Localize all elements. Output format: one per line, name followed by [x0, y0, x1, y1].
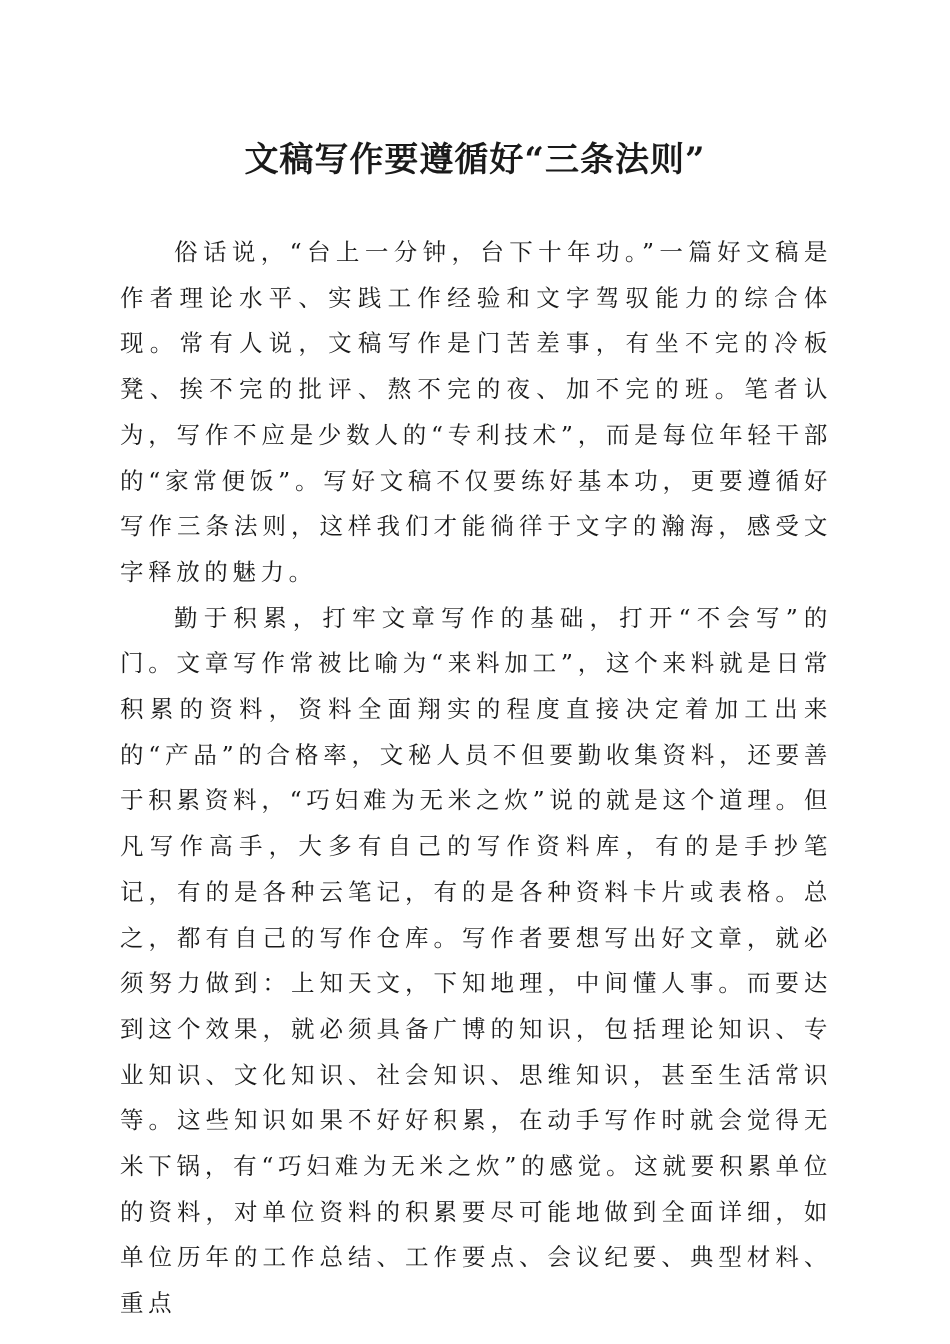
paragraph-intro: 俗话说，“台上一分钟，台下十年功。”一篇好文稿是作者理论水平、实践工作经验和文字驾驭能力的综合体现。常有人说，文稿写作是门苦差事，有坐不完的冷板凳、挨不完的批评、熬不完的夜、加不完的班。笔者认为，写作不应是少数人的“专利技术”，而是每位年轻干部的“家常便饭”。写好文稿不仅要练好基本功，更要遵循好写作三条法则，这样我们才能徜徉于文字的瀚海，感受文字释放的魅力。	[120, 238, 832, 586]
document-title: 文稿写作要遵循好“三条法则”	[244, 140, 706, 180]
document-body	[120, 230, 832, 1327]
paragraph-accumulate: 勤于积累，打牢文章写作的基础，打开“不会写”的门。文章写作常被比喻为“来料加工”，这个来料就是日常积累的资料，资料全面翔实的程度直接决定着加工出来的“产品”的合格率，文秘人员不但要勤收集资料，还要善于积累资料，“巧妇难为无米之炊”说的就是这个道理。但凡写作高手，大多有自己的写作资料库，有的是手抄笔记，有的是各种云笔记，有的是各种资料卡片或表格。总之，都有自己的写作仓库。写作者要想写出好文章，就必须努力做到：上知天文，下知地理，中间懂人事。而要达到这个效果，就必须具备广博的知识，包括理论知识、专业知识、文化知识、社会知识、思维知识，甚至生活常识等。这些知识如果不好好积累，在动手写作时就会觉得无米下锅，有“巧妇难为无米之炊”的感觉。这就要积累单位的资料，对单位资料的积累要尽可能地做到全面详细，如单位历年的工作总结、工作要点、会议纪要、典型材料、重点	[120, 603, 832, 1318]
